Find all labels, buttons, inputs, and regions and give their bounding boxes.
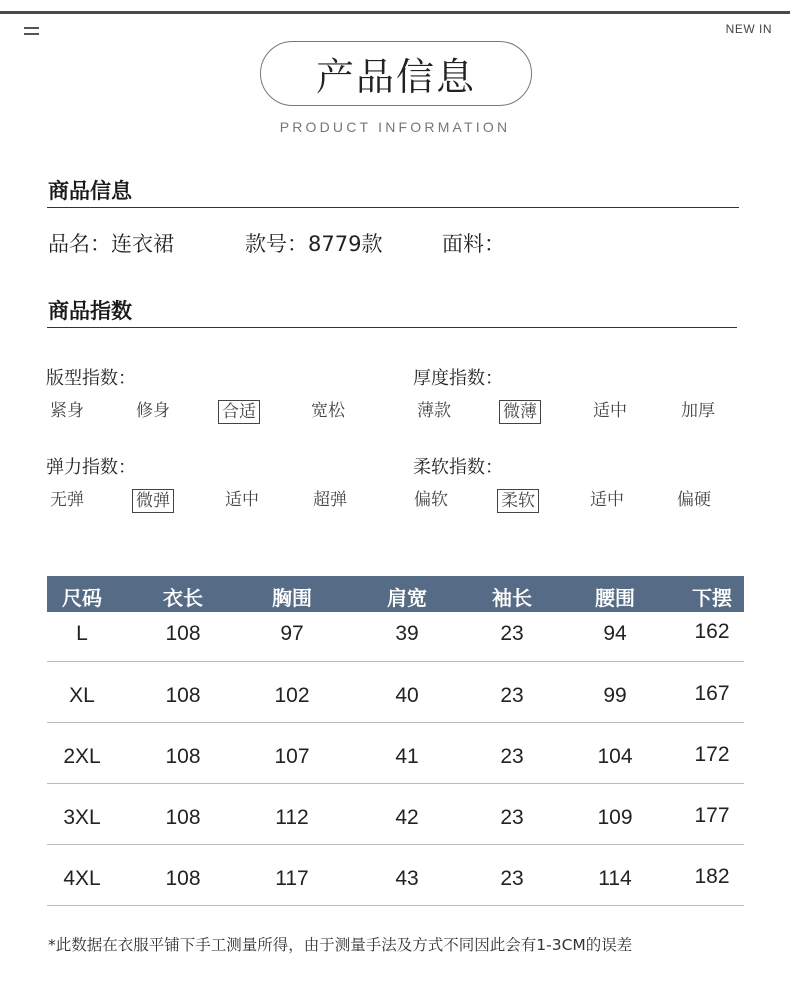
section-divider	[47, 207, 739, 208]
column-header: 肩宽	[387, 586, 427, 610]
table-cell: 104	[597, 745, 633, 768]
table-cell: 108	[165, 684, 201, 707]
measurement-footnote: *此数据在衣服平铺下手工测量所得，由于测量手法及方式不同因此会有1-3CM的误差	[48, 936, 633, 954]
size-table-body	[47, 612, 744, 906]
page-title: 产品信息	[260, 41, 532, 106]
index-option: 紧身	[50, 401, 84, 421]
table-cell: 112	[275, 806, 309, 829]
table-cell: 177	[694, 804, 730, 827]
size-table	[47, 576, 744, 906]
column-header: 腰围	[595, 586, 635, 610]
table-cell: 2XL	[63, 745, 101, 768]
index-option: 超弹	[313, 490, 347, 510]
column-header: 胸围	[272, 586, 312, 610]
table-cell: 167	[694, 682, 730, 705]
index-option-selected: 合适	[218, 400, 260, 424]
table-row	[47, 723, 744, 784]
table-cell: 117	[275, 867, 309, 890]
index-option: 偏软	[414, 490, 448, 510]
section-divider	[47, 327, 737, 328]
table-cell: 43	[395, 867, 419, 890]
table-cell: 108	[165, 622, 201, 645]
index-option: 加厚	[681, 401, 715, 421]
index-option: 修身	[136, 401, 170, 421]
table-cell: 23	[500, 745, 524, 768]
table-row	[47, 612, 744, 662]
table-cell: 107	[274, 745, 310, 768]
table-cell: 23	[500, 684, 524, 707]
index-label: 厚度指数：	[413, 368, 503, 389]
table-cell: 41	[395, 745, 419, 768]
index-option: 薄款	[417, 401, 451, 421]
table-cell: 94	[603, 622, 627, 645]
table-cell: 108	[165, 867, 201, 890]
index-label: 弹力指数：	[46, 457, 136, 478]
table-row	[47, 845, 744, 906]
table-cell: 114	[598, 867, 632, 890]
table-row	[47, 662, 744, 723]
table-cell: 23	[500, 867, 524, 890]
table-cell: 109	[597, 806, 633, 829]
index-label: 柔软指数：	[413, 457, 503, 478]
size-table-header	[47, 576, 744, 612]
index-option: 宽松	[311, 401, 345, 421]
table-cell: 172	[694, 743, 730, 766]
index-option: 适中	[225, 490, 259, 510]
table-cell: 40	[395, 684, 419, 707]
table-cell: XL	[69, 684, 95, 707]
index-option-selected: 柔软	[497, 489, 539, 513]
table-cell: 182	[694, 865, 730, 888]
table-cell: L	[76, 622, 88, 645]
index-option: 适中	[590, 490, 624, 510]
page-subtitle: PRODUCT INFORMATION	[279, 119, 511, 135]
table-cell: 3XL	[63, 806, 101, 829]
product-fabric: 面料：	[442, 232, 505, 256]
column-header: 衣长	[163, 586, 203, 610]
table-cell: 42	[395, 806, 419, 829]
table-cell: 102	[274, 684, 310, 707]
table-cell: 99	[603, 684, 627, 707]
table-cell: 23	[500, 806, 524, 829]
product-style-number: 款号：8779款	[245, 232, 383, 256]
top-divider	[0, 11, 790, 14]
product-info-heading: 商品信息	[48, 179, 132, 203]
column-header: 尺码	[62, 586, 102, 610]
table-cell: 162	[694, 620, 730, 643]
menu-icon[interactable]	[24, 27, 39, 37]
index-option-selected: 微弹	[132, 489, 174, 513]
table-cell: 4XL	[63, 867, 101, 890]
table-cell: 97	[280, 622, 304, 645]
table-cell: 108	[165, 806, 201, 829]
new-in-label: NEW IN	[725, 22, 772, 36]
product-name: 品名：连衣裙	[48, 232, 174, 256]
column-header: 下摆	[692, 586, 732, 610]
index-option: 无弹	[50, 490, 84, 510]
table-row	[47, 784, 744, 845]
index-label: 版型指数：	[46, 368, 136, 389]
column-header: 袖长	[492, 586, 532, 610]
index-option: 适中	[593, 401, 627, 421]
table-cell: 39	[395, 622, 419, 645]
index-option-selected: 微薄	[499, 400, 541, 424]
table-cell: 108	[165, 745, 201, 768]
product-index-heading: 商品指数	[48, 299, 132, 323]
index-option: 偏硬	[677, 490, 711, 510]
table-cell: 23	[500, 622, 524, 645]
